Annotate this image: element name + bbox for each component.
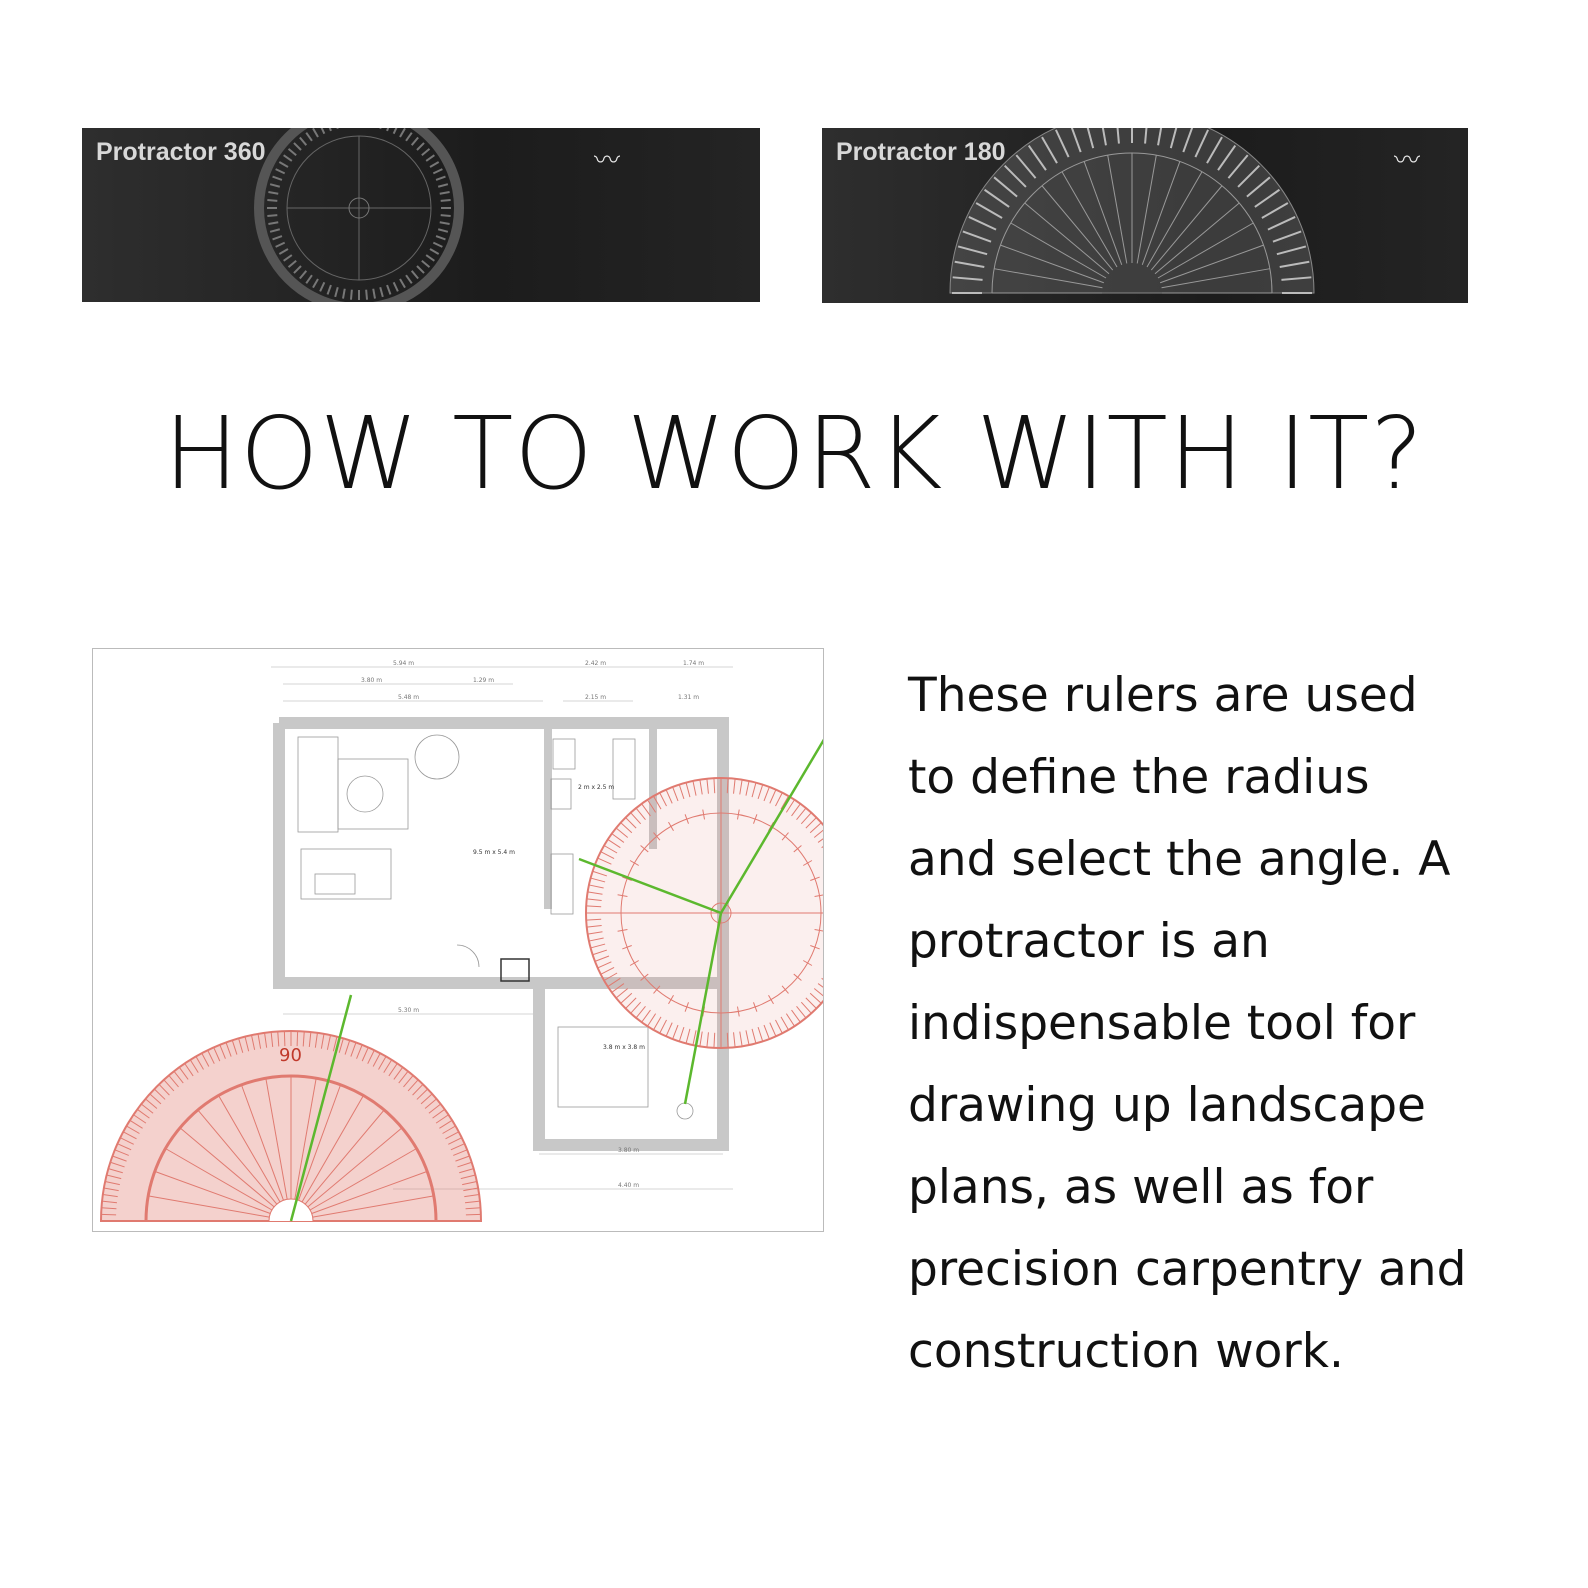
feather-icon: 〰 — [594, 146, 621, 176]
dimension-label: 4.40 m — [618, 1182, 640, 1189]
description-line: indispensable tool for — [908, 996, 1416, 1051]
protractor-180-banner — [822, 128, 1468, 303]
dimension-label: 3.80 m — [361, 677, 383, 684]
description-line: and select the angle. A — [908, 832, 1451, 887]
dimension-label: 2.42 m — [585, 660, 607, 667]
dimension-label: 3.80 m — [618, 1147, 640, 1154]
description-line: plans, as well as for — [908, 1160, 1374, 1215]
description-line: These rulers are used — [908, 668, 1418, 723]
feather-icon: 〰 — [1394, 146, 1421, 176]
dimension-label: 2.15 m — [585, 694, 607, 701]
floor-plan-drawing — [93, 649, 823, 1231]
description-line: precision carpentry and — [908, 1242, 1467, 1297]
room-label: 9.5 m x 5.4 m — [473, 849, 515, 856]
description-line: to define the radius — [908, 750, 1370, 805]
banner-title: Protractor 360 — [96, 138, 266, 166]
description-text — [908, 655, 1568, 1393]
description-line: construction work. — [908, 1324, 1344, 1379]
description-line: protractor is an — [908, 914, 1270, 969]
dimension-label: 1.29 m — [473, 677, 495, 684]
dimension-label: 5.30 m — [398, 1007, 420, 1014]
page-heading: HOW TO WORK WITH IT? — [163, 395, 1425, 512]
dimension-label: 5.94 m — [393, 660, 415, 667]
dimension-label: 1.31 m — [678, 694, 700, 701]
dimension-label: 1.74 m — [683, 660, 705, 667]
room-label: 3.8 m x 3.8 m — [603, 1044, 645, 1051]
description-line: drawing up landscape — [908, 1078, 1426, 1133]
floor-plan-illustration — [92, 648, 824, 1232]
room-label: 2 m x 2.5 m — [578, 784, 615, 791]
protractor-360 — [586, 778, 823, 1048]
dimension-label: 5.48 m — [398, 694, 420, 701]
protractor-90-label: 90 — [279, 1045, 302, 1066]
banner-title: Protractor 180 — [836, 138, 1006, 166]
protractor-360-banner — [82, 128, 760, 302]
